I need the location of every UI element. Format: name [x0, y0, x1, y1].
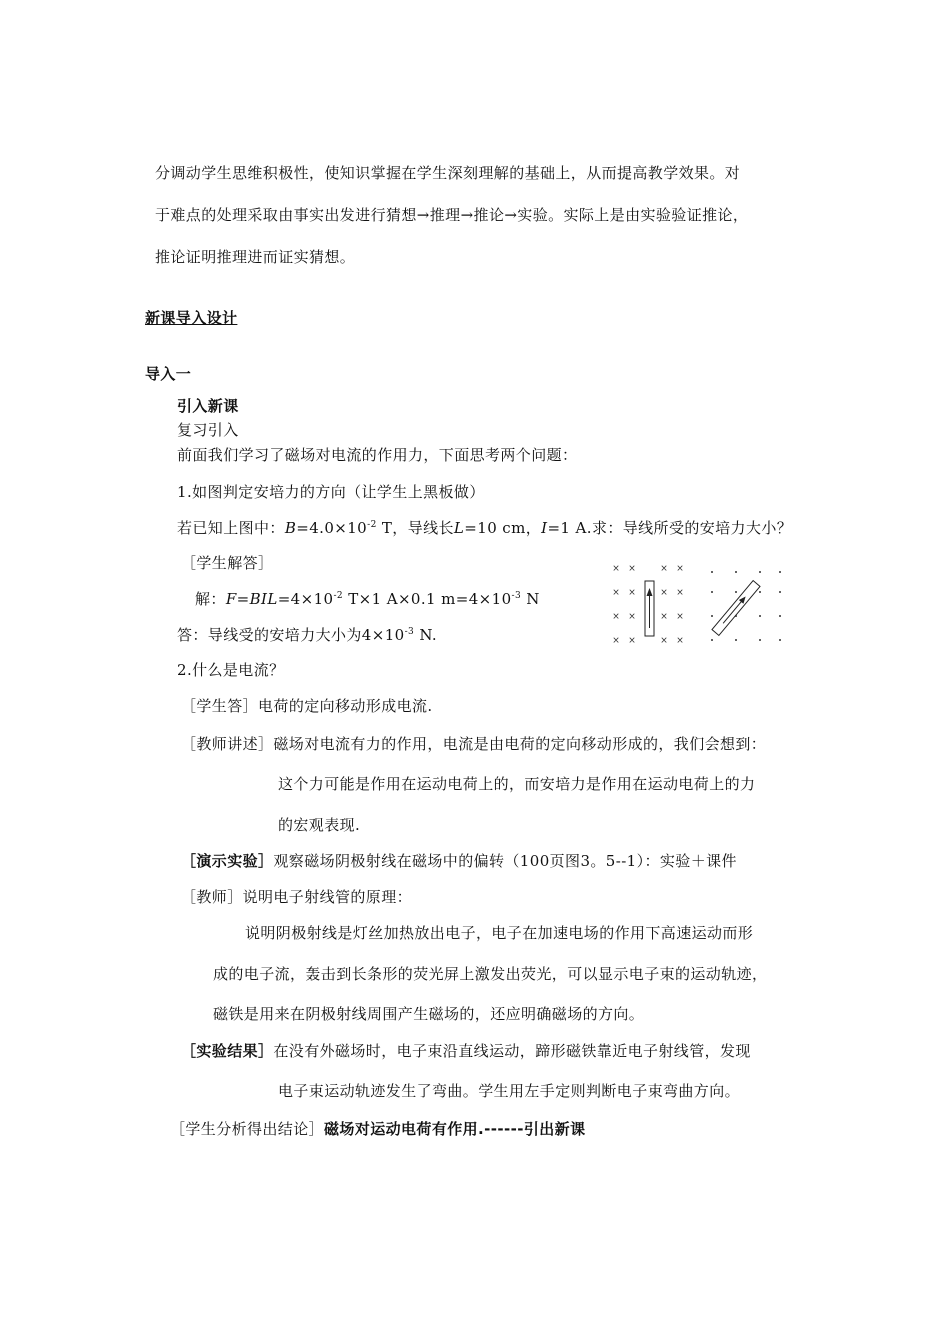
- student-answer: [181, 696, 433, 716]
- intro-line-2: 于难点的处理采取由事实出发进行猜想→推理→推论→实验。实际上是由实验验证推论，: [155, 206, 749, 224]
- sol-text-2: =: [236, 590, 250, 608]
- answer-line: [177, 625, 437, 645]
- section-title: 新课导入设计: [145, 309, 238, 327]
- q1b-text-3: T，导线长: [376, 519, 454, 537]
- sol-text-3: =4×10: [277, 590, 334, 608]
- teacher-talk-tag: ［教师讲述］: [181, 735, 274, 753]
- conclusion-text: 磁场对运动电荷有作用.------引出新课: [324, 1120, 586, 1138]
- ans-exp: -3: [404, 627, 415, 637]
- teacher-talk-line-2: 这个力可能是作用在运动电荷上的，而安培力是作用在运动电荷上的力: [278, 775, 756, 793]
- student-answer-label: ［学生解答］: [181, 554, 274, 572]
- yinru-title: 引入新课: [177, 397, 239, 415]
- sol-text-4: T×1 A×0.1 m=4×10: [343, 590, 512, 608]
- question-1-data: [177, 518, 792, 538]
- field-dot-mark: [711, 571, 713, 573]
- field-cross-mark: ×: [660, 636, 668, 646]
- daoru-title: 导入一: [145, 365, 192, 383]
- field-dot-mark: [711, 639, 713, 641]
- field-dot-mark: [711, 615, 713, 617]
- field-dot-mark: [759, 591, 761, 593]
- field-dot-mark: [759, 639, 761, 641]
- magnetic-field-figure: [600, 556, 800, 656]
- field-dot-mark: [779, 615, 781, 617]
- field-cross-mark: ×: [676, 636, 684, 646]
- solution-line: [195, 589, 540, 609]
- field-dot-mark: [779, 639, 781, 641]
- field-cross-mark: ×: [612, 612, 620, 622]
- explain-line-3: 磁铁是用来在阴极射线周围产生磁场的，还应明确磁场的方向。: [213, 1005, 645, 1023]
- result-tag: ［实验结果］: [181, 1042, 274, 1060]
- exp-1: -2: [367, 520, 377, 530]
- student-answer-tag: ［学生答］: [181, 697, 259, 715]
- field-dot-mark: [779, 571, 781, 573]
- field-dot-mark: [735, 591, 737, 593]
- demo-tag: ［演示实验］: [181, 852, 274, 870]
- demo-text: 观察磁场阴极射线在磁场中的偏转（100页图3。5--1）：实验＋课件: [273, 852, 737, 870]
- result-text: 在没有外磁场时，电子束沿直线运动，蹄形磁铁靠近电子射线管，发现: [273, 1042, 751, 1060]
- field-cross-mark: ×: [612, 564, 620, 574]
- field-cross-mark: ×: [628, 588, 636, 598]
- field-cross-mark: ×: [676, 612, 684, 622]
- intro-line-3: 推论证明推理进而证实猜想。: [155, 248, 356, 266]
- field-cross-mark: ×: [660, 564, 668, 574]
- sol-exp-1: -2: [333, 591, 344, 601]
- field-cross-mark: ×: [628, 612, 636, 622]
- q1b-text-5: =1 A.求：导线所受的安培力大小？: [547, 519, 793, 537]
- tilted-current-arrow: [723, 600, 742, 623]
- conclusion-line: [170, 1119, 585, 1139]
- field-dot-mark: [759, 571, 761, 573]
- field-dot-mark: [735, 571, 737, 573]
- explain-line-1: 说明阴极射线是灯丝加热放出电子，电子在加速电场的作用下高速运动而形: [245, 924, 754, 942]
- var-B: B: [284, 519, 297, 537]
- explain-line-2: 成的电子流，轰击到长条形的荧光屏上激发出荧光，可以显示电子束的运动轨迹，: [213, 965, 768, 983]
- var-F: F: [225, 590, 237, 608]
- field-cross-mark: ×: [660, 612, 668, 622]
- intro-line-1: 分调动学生思维积极性，使知识掌握在学生深刻理解的基础上，从而提高教学效果。对: [155, 164, 741, 182]
- var-L: L: [453, 519, 465, 537]
- field-dot-mark: [779, 591, 781, 593]
- fuxi-text: 复习引入: [177, 421, 239, 439]
- question-1: 1.如图判定安培力的方向（让学生上黑板做）: [177, 483, 485, 501]
- field-cross-mark: ×: [676, 588, 684, 598]
- qianmian-text: 前面我们学习了磁场对电流的作用力，下面思考两个问题：: [177, 446, 578, 464]
- field-cross-mark: ×: [628, 564, 636, 574]
- field-cross-mark: ×: [628, 636, 636, 646]
- teacher2-line: [181, 887, 412, 907]
- field-cross-mark: ×: [660, 588, 668, 598]
- field-cross-mark: ×: [612, 636, 620, 646]
- student-answer-text: 电荷的定向移动形成电流.: [258, 697, 433, 715]
- q1b-text-2: =4.0×10: [296, 519, 368, 537]
- conclusion-tag: ［学生分析得出结论］: [170, 1120, 325, 1138]
- var-BIL: BIL: [249, 590, 278, 608]
- question-2: 2.什么是电流？: [177, 661, 285, 679]
- field-dot-mark: [759, 615, 761, 617]
- teacher-talk-line-3: 的宏观表现.: [278, 816, 361, 834]
- field-dot-mark: [735, 639, 737, 641]
- q1b-text-4: =10 cm，: [464, 519, 542, 537]
- field-cross-mark: ×: [676, 564, 684, 574]
- result-line-1: [181, 1041, 751, 1061]
- teacher2-tag: ［教师］: [181, 888, 243, 906]
- ans-text-2: N.: [414, 626, 438, 644]
- teacher-talk-text: 磁场对电流有力的作用，电流是由电荷的定向移动形成的，我们会想到：: [273, 735, 767, 753]
- field-dot-mark: [711, 591, 713, 593]
- teacher2-text: 说明电子射线管的原理：: [242, 888, 413, 906]
- result-line-2: 电子束运动轨迹发生了弯曲。学生用左手定则判断电子束弯曲方向。: [278, 1082, 741, 1100]
- q1b-text-1: 若已知上图中：: [177, 519, 285, 537]
- var-I: I: [541, 519, 548, 537]
- sol-exp-2: -3: [511, 591, 522, 601]
- field-cross-mark: ×: [612, 588, 620, 598]
- teacher-talk-line-1: [181, 734, 766, 754]
- sol-text-5: N: [521, 590, 540, 608]
- sol-text-1: 解：: [195, 590, 226, 608]
- demo-line: [181, 851, 737, 871]
- ans-text-1: 答：导线受的安培力大小为4×10: [177, 626, 405, 644]
